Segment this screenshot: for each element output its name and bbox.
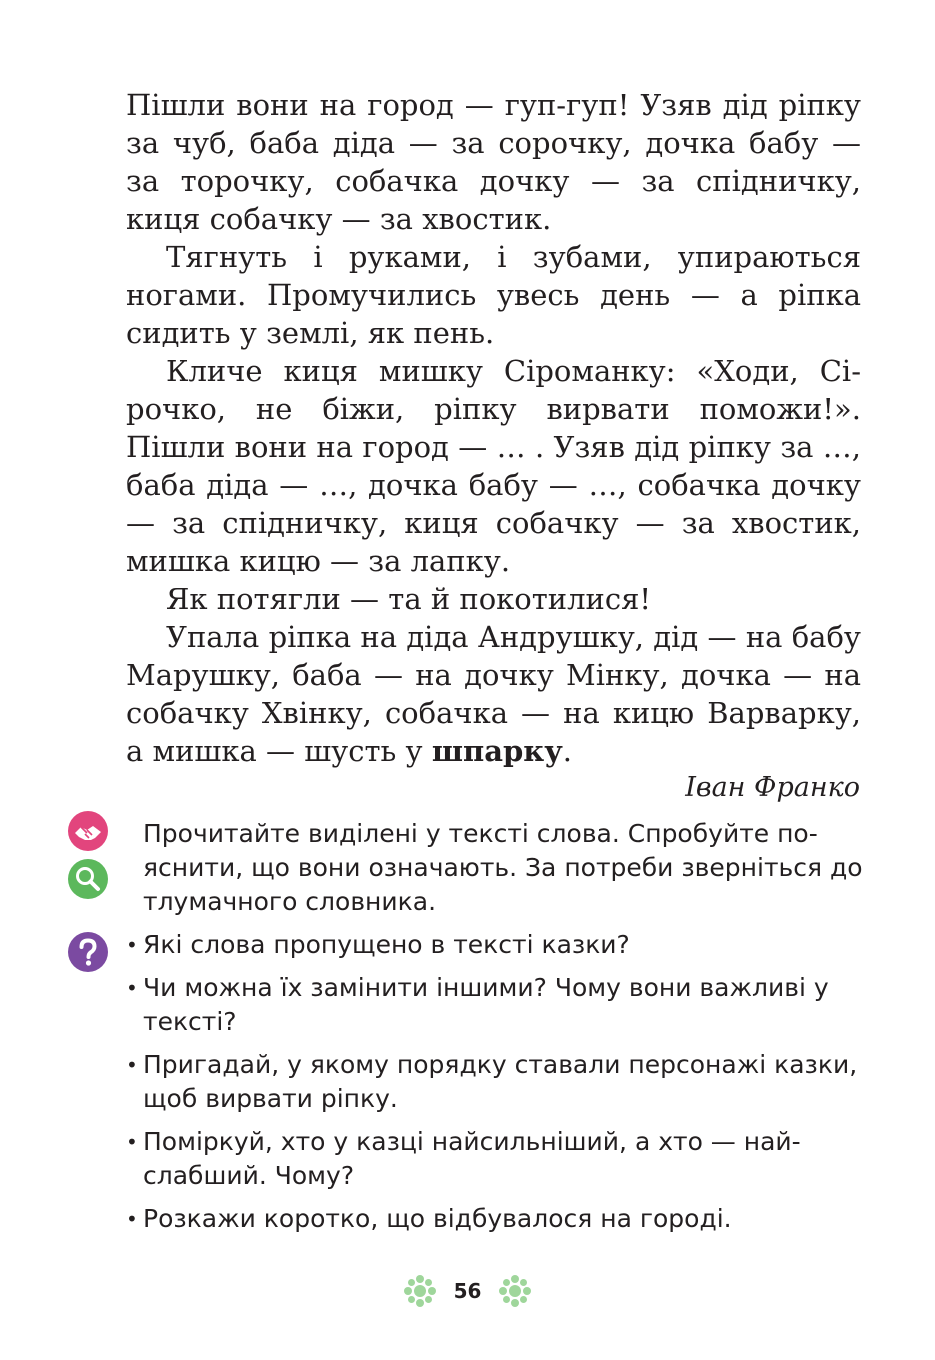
question-item-3: • Пригадай, у якому порядку ставали персонажі казки, щоб вирвати ріпку. <box>126 1048 866 1116</box>
question-item-1: • Які слова пропущено в тексті казки? <box>126 928 866 962</box>
question-item-2: • Чи можна їх замінити іншими? Чому вони важливі у тексті? <box>126 971 866 1039</box>
question-item-5: • Розкажи коротко, що відбувалося на городі. <box>126 1202 866 1236</box>
story-paragraph-2: Тягнуть і руками, і зубами, упираються ногами. Промучились увесь день — а ріпка сидить у землі, як пень. <box>126 240 861 350</box>
question-mark-icon <box>68 932 108 972</box>
story-paragraph-4: Як потягли — та й покотилися! <box>166 582 652 616</box>
page-number <box>0 1276 935 1306</box>
story-paragraph-5 <box>126 618 861 770</box>
story-paragraph-3: Кличе киця мишку Сіроманку: «Ходи, Сірочко, не біжи, ріпку вирвати поможи!». Пішли вони на город — … . Узяв дід ріпку за …, баба діда — …, дочка бабу — …, собачка дочку — за спідничку, киця собачку — за хвостик, мишка кицю — за лапку. <box>126 354 861 578</box>
story-paragraph-5-text: Упала ріпка на діда Андрушку, дід — на бабу Марушку, баба — на дочку Мінку, дочка — на собачку Хвінку, собачка — на кицю Варварку, а мишка — шусть у <box>126 620 861 768</box>
task-instruction <box>143 817 863 919</box>
story-text <box>126 86 861 770</box>
task-text: Прочитайте виділені у тексті слова. Спробуйте пояснити, що вони означають. За потреби зверніться до тлумачного словника. <box>143 819 863 916</box>
author-name: Іван Франко <box>685 772 860 803</box>
page-number-text: 56 <box>453 1279 482 1303</box>
question-item-4: • Поміркуй, хто у казці найсильніший, а хто — найслабший. Чому? <box>126 1125 866 1193</box>
story-paragraph-5-end: . <box>562 734 572 768</box>
questions-list <box>126 928 866 1245</box>
handshake-icon <box>68 811 108 851</box>
flower-ornament-icon <box>495 1271 535 1311</box>
magnifier-icon <box>68 859 108 899</box>
highlighted-word: шпарку <box>431 734 563 768</box>
story-paragraph-1: Пішли вони на город — гуп-гуп! Узяв дід ріпку за чуб, баба діда — за сорочку, дочка бабу — за торочку, собачка дочку — за спідничку, киця собачку — за хвостик. <box>126 88 861 236</box>
